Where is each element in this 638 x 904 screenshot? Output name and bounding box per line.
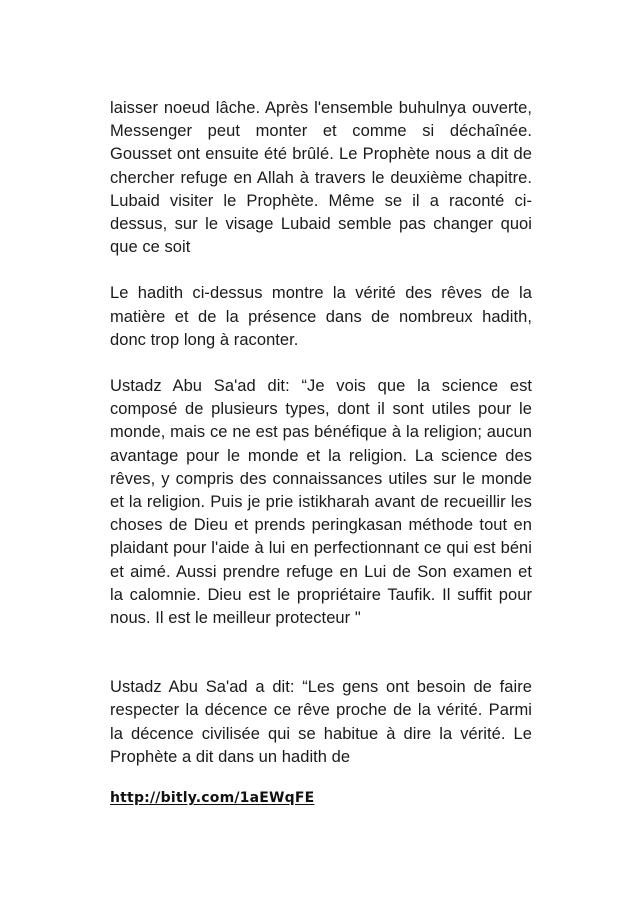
paragraph-1: laisser noeud lâche. Après l'ensemble buhulnya ouverte, Messenger peut monter et comme si déchaînée. Gousset ont ensuite été brûlé. Le Prophète nous a dit de chercher refuge en Allah à travers le deuxième chapitre. Lubaid visiter le Prophète. Même se il a raconté ci-dessus, sur le visage Lubaid semble pas changer quoi que ce soit bbox=[110, 99, 532, 257]
paragraph-3: Ustadz Abu Sa'ad dit: “Je vois que la science est composé de plusieurs types, dont il sont utiles pour le monde, mais ce ne est pas bénéfique à la religion; aucun avantage pour le monde et la religion. La science des rêves, y compris des connaissances utiles sur le monde et la religion. Puis je prie istikharah avant de recueillir les choses de Dieu et prends peringkasan méthode tout en plaidant pour l'aide à lui en perfectionnant ce qui est béni et aimé. Aussi prendre refuge en Lui de Son examen et la calomnie. Dieu est le propriétaire Taufik. Il suffit pour nous. Il est le meilleur protecteur " bbox=[110, 377, 532, 628]
paragraph-spacer bbox=[110, 259, 532, 282]
paragraph-spacer bbox=[110, 352, 532, 375]
paragraph-2: Le hadith ci-dessus montre la vérité des rêves de la matière et de la présence dans de nombreux hadith, donc trop long à raconter. bbox=[110, 284, 532, 349]
paragraph-4: Ustadz Abu Sa'ad a dit: “Les gens ont besoin de faire respecter la décence ce rêve proche de la vérité. Parmi la décence civilisée qui se habitue à dire la vérité. Le Prophète a dit dans un hadith de bbox=[110, 678, 532, 766]
paragraph-spacer bbox=[110, 630, 532, 676]
document-body bbox=[110, 97, 532, 769]
footer-link[interactable]: http://bitly.com/1aEWqFE bbox=[110, 790, 315, 806]
